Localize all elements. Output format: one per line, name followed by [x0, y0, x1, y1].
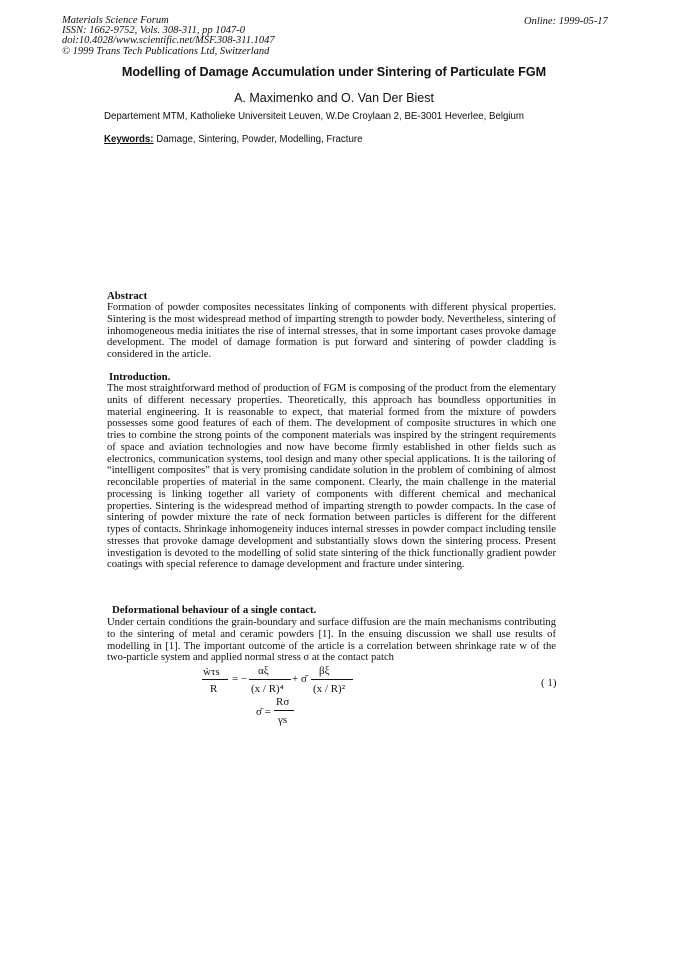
keywords-text: Damage, Sintering, Powder, Modelling, Fracture [153, 134, 363, 145]
doi-link[interactable]: doi:10.4028/www.scientific.net/MSF.308-311.1047 [62, 35, 275, 47]
eq2-lhs: σ̄ = [256, 706, 271, 718]
eq1-term2-denominator: (x / R)² [313, 683, 346, 695]
author-affiliation: Departement MTM, Katholieke Universiteit Leuven, W.De Croylaan 2, BE-3001 Heverlee, Belgium [104, 111, 524, 122]
eq1-lhs-denominator: R [210, 683, 218, 695]
eq1-lhs-numerator: ẇτs [203, 666, 220, 678]
eq1-term1-numerator: αξ [258, 665, 269, 677]
eq2-fraction-bar [274, 710, 294, 711]
abstract-heading: Abstract [107, 290, 148, 302]
eq2-denominator: γs [278, 714, 288, 726]
introduction-text: The most straightforward method of production of FGM is composing of the product from the elementary units of different necessary properties. Theoretically, this approach has boundless opportunities in material engineering. It is reasonable to expect, that material formed from the mixture of powders possesses some good features of each of them. The development of composite structures in which one tries to combine the strong points of the component materials was inspired by the stringent requirements of space and aviation technologies and now have become firmly established in other fields such as electronics, communication systems, tool design and many other special applications. It is the tailoring of “intelligent composites” that is very promising candidate solution in the problem of combining of almost reconcilable properties of material in the same component. Clearly, the main challenge in the material processing is linking together all variety of components with different chemical and mechanical properties. Sintering is the widespread method of imparting strength to powder compacts. In the case of sintering of powder mixture the rate of neck formation between particles is different for the different types of contacts. Shrinkage inhomogeneity induces internal stresses in powder compact including tensile stresses that provoke damage development and substantially slows down the sintering process. Present investigation is devoted to the modelling of solid state sintering of the thick functionally gradient powder coatings with special reference to damage development and fracture under sintering. [107, 383, 556, 571]
eq1-equals: = − [232, 673, 248, 685]
eq1-plus-sigma: + σ̄ [292, 673, 307, 685]
publication-metadata [62, 16, 275, 57]
deformational-heading: Deformational behaviour of a single contact. [112, 604, 317, 616]
online-date: Online: 1999-05-17 [524, 16, 608, 27]
copyright-line: © 1999 Trans Tech Publications Ltd, Switzerland [62, 45, 270, 57]
eq1-term1-fraction-bar [249, 679, 291, 680]
eq1-term2-numerator: βξ [319, 665, 330, 677]
eq1-term2-fraction-bar [311, 679, 353, 680]
introduction-heading: Introduction. [109, 371, 171, 383]
keywords-line [104, 134, 362, 145]
eq1-lhs-fraction-bar [202, 679, 228, 680]
keywords-label: Keywords: [104, 134, 154, 145]
equation-number: ( 1) [541, 677, 557, 689]
paper-title: Modelling of Damage Accumulation under Sintering of Particulate FGM [121, 65, 547, 79]
abstract-text: Formation of powder composites necessitates linking of components with different physical properties. Sintering is the most widespread method of imparting strength to powder body. Nevertheless, sintering of inhomogeneous media initiates the rise of internal stresses, that in some important cases provoke damage development. The model of damage formation is put forward and sintering of powder cladding is considered in the article. [107, 302, 556, 360]
eq1-term1-denominator: (x / R)⁴ [251, 683, 284, 695]
paper-authors: A. Maximenko and O. Van Der Biest [234, 91, 434, 105]
deformational-text: Under certain conditions the grain-boundary and surface diffusion are the main mechanisms contributing to the sintering of metal and ceramic powders [1]. In the ensuing discussion we shall use results of modelling in [1]. The important outcome of the article is a correlation between shrinkage rate w of the two-particle system and applied normal stress σ at the contact patch [107, 617, 556, 664]
eq2-numerator: Rσ [276, 696, 290, 708]
issn-line: ISSN: 1662-9752, Vols. 308-311, pp 1047-0 [62, 25, 245, 37]
journal-name: Materials Science Forum [62, 15, 169, 26]
